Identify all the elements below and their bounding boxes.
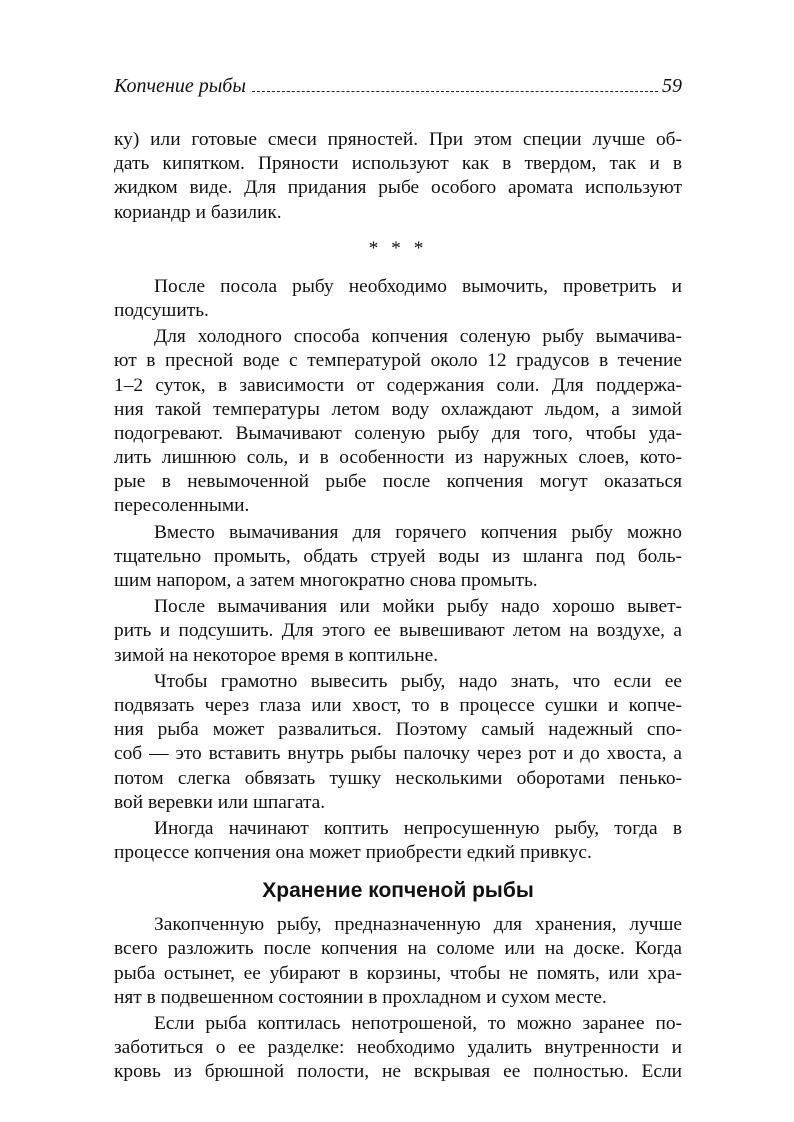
paragraph: [114, 275, 682, 323]
paragraph: [114, 521, 682, 594]
paragraph: [114, 325, 682, 519]
text-line: ку) или готовые смеси пряностей. При этом специи лучше об-: [114, 129, 682, 150]
text-line: кровь из брюшной полости, не вскрывая ее полностью. Если: [114, 1061, 682, 1083]
text-line: рые в невымоченной рыбе после копчения могут оказаться: [114, 471, 682, 493]
text-line: пересоленными.: [114, 495, 250, 517]
text-line: подсушить.: [114, 299, 209, 321]
text-line: Если рыба коптилась непотрошеной, то можно заранее по-: [154, 1013, 682, 1034]
paragraph: [114, 913, 682, 1010]
text-line: кориандр и базилик.: [114, 201, 282, 223]
text-line: шим напором, а затем многократно снова промыть.: [114, 570, 538, 591]
text-line: Для холодного способа копчения соленую рыбу вымачива-: [154, 326, 682, 348]
text-line: вой веревки или шпагата.: [114, 791, 326, 813]
paragraph: [114, 670, 682, 815]
text-line: Чтобы грамотно вывесить рыбу, надо знать, что если ее: [154, 670, 682, 692]
paragraph-continuation: [114, 128, 682, 225]
text-line: лить лишнюю соль, и в особенности из наружных слоев, кото-: [114, 447, 682, 469]
text-line: соб — это вставить внутрь рыбы палочку через рот и до хвоста, а: [114, 743, 682, 765]
section-heading: Хранение копченой рыбы: [262, 879, 534, 903]
text-line: рить и подсушить. Для этого ее вывешивают летом на воздухе, а: [114, 620, 682, 642]
text-line: ния рыба может развалиться. Поэтому самый надежный спо-: [114, 719, 682, 741]
text-line: нят в подвешенном состоянии в прохладном и сухом месте.: [114, 986, 607, 1008]
text-line: дать кипятком. Пряности используют как в твердом, так и в: [114, 153, 682, 175]
text-line: подвязать через глаза или хвост, то в процессе сушки и копче-: [114, 694, 682, 716]
section-separator: * * *: [368, 237, 428, 259]
paragraph: [114, 595, 682, 668]
paragraph: [114, 1012, 682, 1085]
text-line: ют в пресной воде с температурой около 12 градусов в течение: [114, 350, 682, 372]
text-line: подогревают. Вымачивают соленую рыбу для того, чтобы уда-: [114, 422, 682, 444]
paragraph: [114, 817, 682, 865]
page-number: 59: [662, 75, 682, 97]
text-line: Иногда начинают коптить непросушенную рыбу, тогда в: [154, 817, 682, 839]
text-line: жидком виде. Для придания рыбе особого аромата используют: [114, 177, 682, 199]
text-line: После посола рыбу необходимо вымочить, проветрить и: [154, 275, 682, 297]
running-header: [114, 74, 682, 104]
book-page: [114, 74, 682, 1087]
text-line: тщательно промыть, обдать струей воды из шланга под боль-: [114, 545, 682, 567]
running-title: Копчение рыбы: [114, 75, 246, 97]
text-line: Вместо вымачивания для горячего копчения рыбу можно: [154, 521, 682, 543]
text-line: ния такой температуры летом воду охлаждают льдом, а зимой: [114, 398, 682, 420]
text-line: 1–2 суток, в зависимости от содержания соли. Для поддержа-: [114, 374, 682, 396]
text-line: всего разложить после копчения на соломе или на доске. Когда: [114, 938, 682, 960]
text-line: рыба остынет, ее убирают в корзины, чтобы не помять, или хра-: [114, 962, 682, 984]
text-line: процессе копчения она может приобрести едкий привкус.: [114, 842, 592, 864]
text-line: После вымачивания или мойки рыбу надо хорошо вывет-: [154, 596, 682, 618]
text-line: заботиться о ее разделке: необходимо удалить внутренности и: [114, 1037, 682, 1059]
text-line: потом слегка обвязать тушку несколькими оборотами пенько-: [114, 767, 682, 789]
text-line: зимой на некоторое время в коптильне.: [114, 644, 439, 666]
text-line: Закопченную рыбу, предназначенную для хранения, лучше: [154, 914, 682, 936]
header-leader-line: [252, 91, 658, 92]
